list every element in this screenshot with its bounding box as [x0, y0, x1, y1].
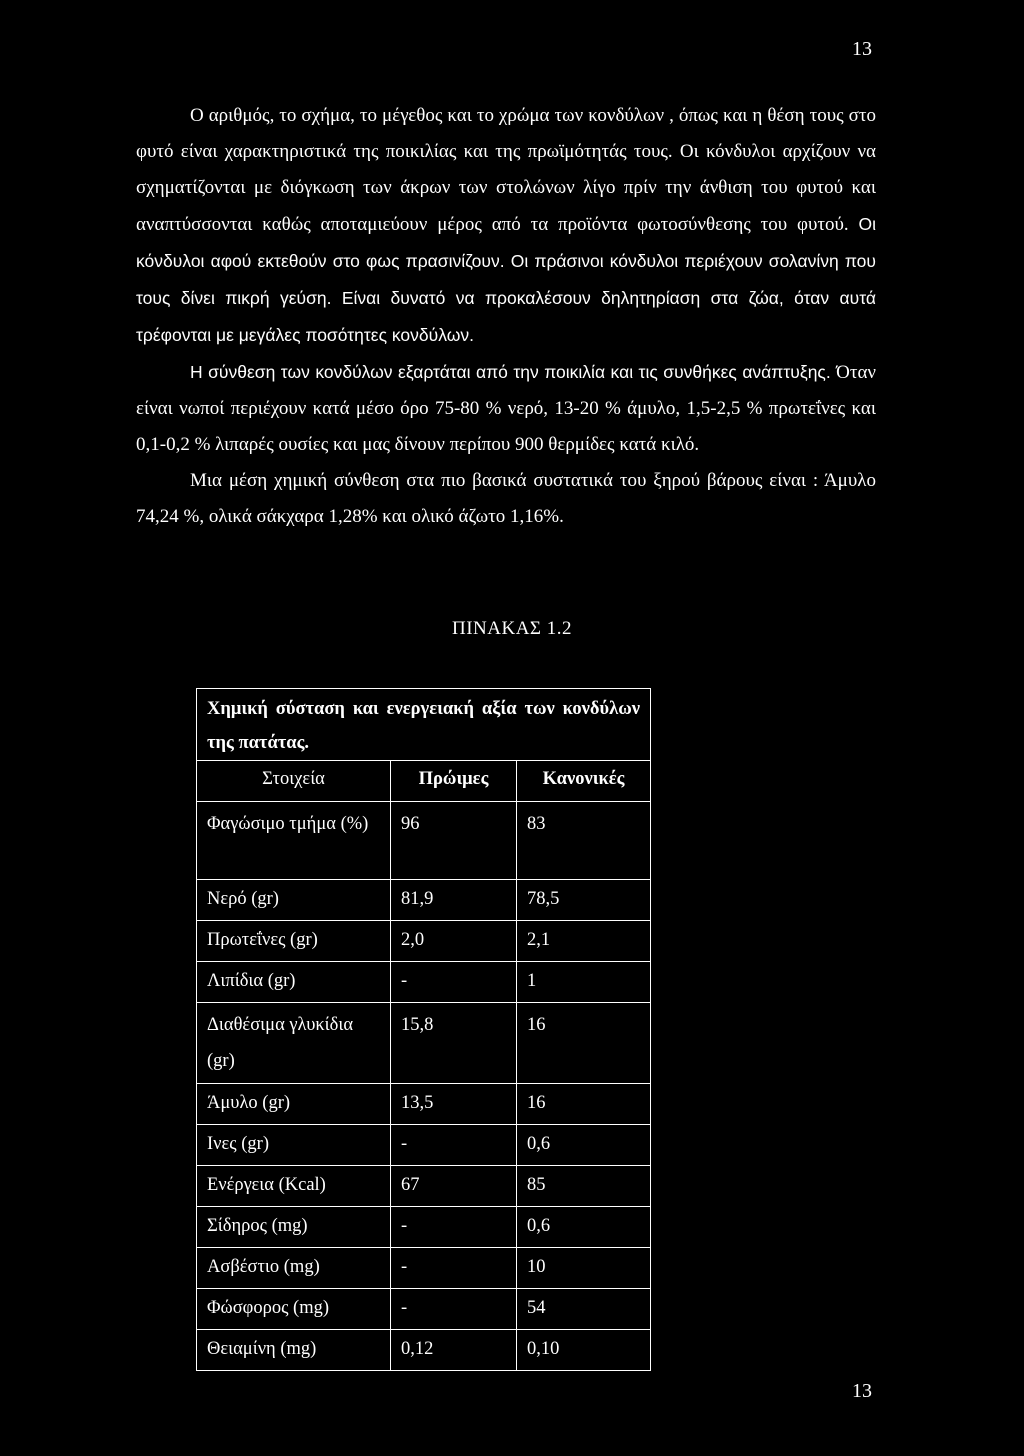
row-label: Άμυλο (gr)	[197, 1084, 391, 1125]
composition-table	[196, 688, 651, 1371]
table-row	[197, 1003, 651, 1084]
row-value-early: 96	[391, 802, 517, 880]
row-label: Φαγώσιμο τμήμα (%)	[197, 802, 391, 880]
table-row	[197, 962, 651, 1003]
table-caption: ΠΙΝΑΚΑΣ 1.2	[452, 618, 572, 639]
row-label: Ενέργεια (Kcal)	[197, 1166, 391, 1207]
row-label: Πρωτεΐνες (gr)	[197, 921, 391, 962]
table-row	[197, 1166, 651, 1207]
paragraph-1: Ο αριθμός, το σχήμα, το μέγεθος και το χρώμα των κονδύλων , όπως και η θέση τους στο φυτό είναι χαρακτηριστικά της ποικιλίας και της πρωϊμότητάς τους. Οι κόνδυλοι αρχίζουν να σχηματίζονται με διόγκωση των άκρων των στολώνων λίγο πρίν την άνθιση του φυτού και αναπτύσσονται καθώς αποταμιεύουν μέρος από τα προϊόντα φωτοσύνθεσης του φυτού.	[136, 105, 876, 235]
row-value-normal: 78,5	[517, 880, 651, 921]
row-value-normal: 0,6	[517, 1125, 651, 1166]
table-row	[197, 802, 651, 880]
row-value-normal: 1	[517, 962, 651, 1003]
row-value-normal: 85	[517, 1166, 651, 1207]
paragraph-composition	[136, 354, 876, 463]
table-header-row	[197, 761, 651, 802]
row-value-normal: 16	[517, 1084, 651, 1125]
row-value-early: 15,8	[391, 1003, 517, 1084]
page-number: 13	[852, 38, 872, 60]
body-text	[136, 98, 876, 535]
paragraph-4: Όταν είναι νωποί περιέχουν κατά μέσο όρο 75-80 % νερό, 13-20 % άμυλο, 1,5-2,5 % πρωτεΐνες και 0,1-0,2 % λιπαρές ουσίες και μας δίνουν περίπου 900 θερμίδες κατά κιλό.	[136, 362, 877, 455]
composition-table-wrapper	[196, 688, 650, 1371]
row-value-early: 13,5	[391, 1084, 517, 1125]
table-row	[197, 1125, 651, 1166]
header-normal: Κανονικές	[517, 761, 651, 802]
table-row	[197, 1289, 651, 1330]
row-value-early: -	[391, 1289, 517, 1330]
table-row	[197, 1248, 651, 1289]
header-elements: Στοιχεία	[197, 761, 391, 802]
row-value-early: 0,12	[391, 1330, 517, 1371]
row-label: Ασβέστιο (mg)	[197, 1248, 391, 1289]
paragraph-5: Μια μέση χημική σύνθεση στα πιο βασικά συστατικά του ξηρού βάρους είναι : Άμυλο 74,24 %, ολικά σάκχαρα 1,28% και ολικό άζωτο 1,16%.	[136, 470, 876, 527]
row-label: Φώσφορος (mg)	[197, 1289, 391, 1330]
row-label: Νερό (gr)	[197, 880, 391, 921]
row-value-early: -	[391, 1125, 517, 1166]
row-label: Σίδηρος (mg)	[197, 1207, 391, 1248]
row-value-early: -	[391, 962, 517, 1003]
table-row	[197, 1207, 651, 1248]
row-value-early: 81,9	[391, 880, 517, 921]
row-value-early: 67	[391, 1166, 517, 1207]
row-value-early: -	[391, 1207, 517, 1248]
row-value-normal: 0,6	[517, 1207, 651, 1248]
row-label: Λιπίδια (gr)	[197, 962, 391, 1003]
table-row	[197, 1084, 651, 1125]
table-title-row	[197, 689, 651, 761]
paragraph-2: Οι κόνδυλοι αφού εκτεθούν στο φως πρασινίζουν. Οι πράσινοι κόνδυλοι περιέχουν σολανίνη που τους δίνει πικρή γεύση. Είναι δυνατό να προκαλέσουν δηλητηρίαση στα ζώα, όταν αυτά τρέφονται με μεγάλες ποσότητες κονδύλων.	[136, 214, 876, 345]
paragraph-intro	[136, 98, 876, 354]
table-row	[197, 880, 651, 921]
row-label: Θειαμίνη (mg)	[197, 1330, 391, 1371]
footer-page-number: 13	[852, 1380, 872, 1402]
table-title: Χημική σύσταση και ενεργειακή αξία των κονδύλων της πατάτας.	[197, 689, 651, 761]
row-label: Ινες (gr)	[197, 1125, 391, 1166]
row-value-normal: 10	[517, 1248, 651, 1289]
row-value-normal: 2,1	[517, 921, 651, 962]
row-value-early: 2,0	[391, 921, 517, 962]
row-value-normal: 0,10	[517, 1330, 651, 1371]
paragraph-3: Η σύνθεση των κονδύλων εξαρτάται από την ποικιλία και τις συνθήκες ανάπτυξης.	[190, 362, 831, 382]
row-value-normal: 54	[517, 1289, 651, 1330]
row-value-early: -	[391, 1248, 517, 1289]
row-value-normal: 83	[517, 802, 651, 880]
table-row	[197, 921, 651, 962]
row-value-normal: 16	[517, 1003, 651, 1084]
table-row	[197, 1330, 651, 1371]
header-early: Πρώιμες	[391, 761, 517, 802]
row-label: Διαθέσιμα γλυκίδια (gr)	[197, 1003, 391, 1084]
